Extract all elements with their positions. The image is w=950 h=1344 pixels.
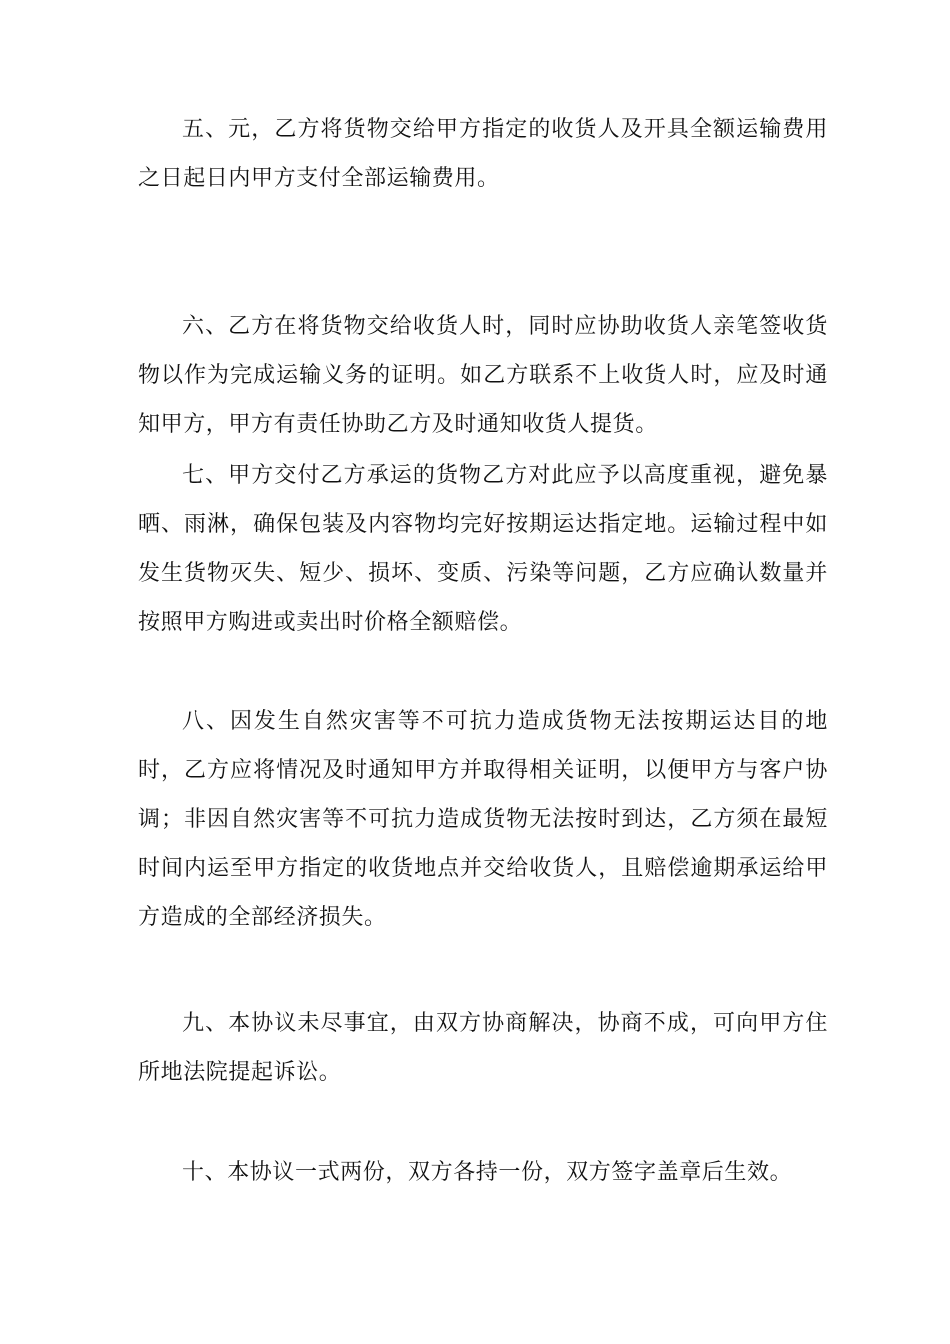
clause-10: 十、本协议一式两份，双方各持一份，双方签字盖章后生效。 [182, 1160, 793, 1185]
clause-9: 九、本协议未尽事宜，由双方协商解决，协商不成，可向甲方住所地法院提起诉讼。 [138, 1011, 828, 1085]
clause-7: 七、甲方交付乙方承运的货物乙方对此应予以高度重视，避免暴晒、雨淋，确保包装及内容物均完好按期运达指定地。运输过程中如发生货物灭失、短少、损坏、变质、污染等问题，乙方应确认数量并按照甲方购进或卖出时价格全额赔偿。 [138, 463, 828, 635]
clause-6: 六、乙方在将货物交给收货人时，同时应协助收货人亲笔签收货物以作为完成运输义务的证明。如乙方联系不上收货人时，应及时通知甲方，甲方有责任协助乙方及时通知收货人提货。 [138, 314, 828, 437]
clause-5: 五、元，乙方将货物交给甲方指定的收货人及开具全额运输费用之日起日内甲方支付全部运输费用。 [138, 117, 828, 191]
clause-8: 八、因发生自然灾害等不可抗力造成货物无法按期运达目的地时，乙方应将情况及时通知甲方并取得相关证明，以便甲方与客户协调；非因自然灾害等不可抗力造成货物无法按时到达，乙方须在最短时间内运至甲方指定的收货地点并交给收货人，且赔偿逾期承运给甲方造成的全部经济损失。 [138, 709, 828, 930]
